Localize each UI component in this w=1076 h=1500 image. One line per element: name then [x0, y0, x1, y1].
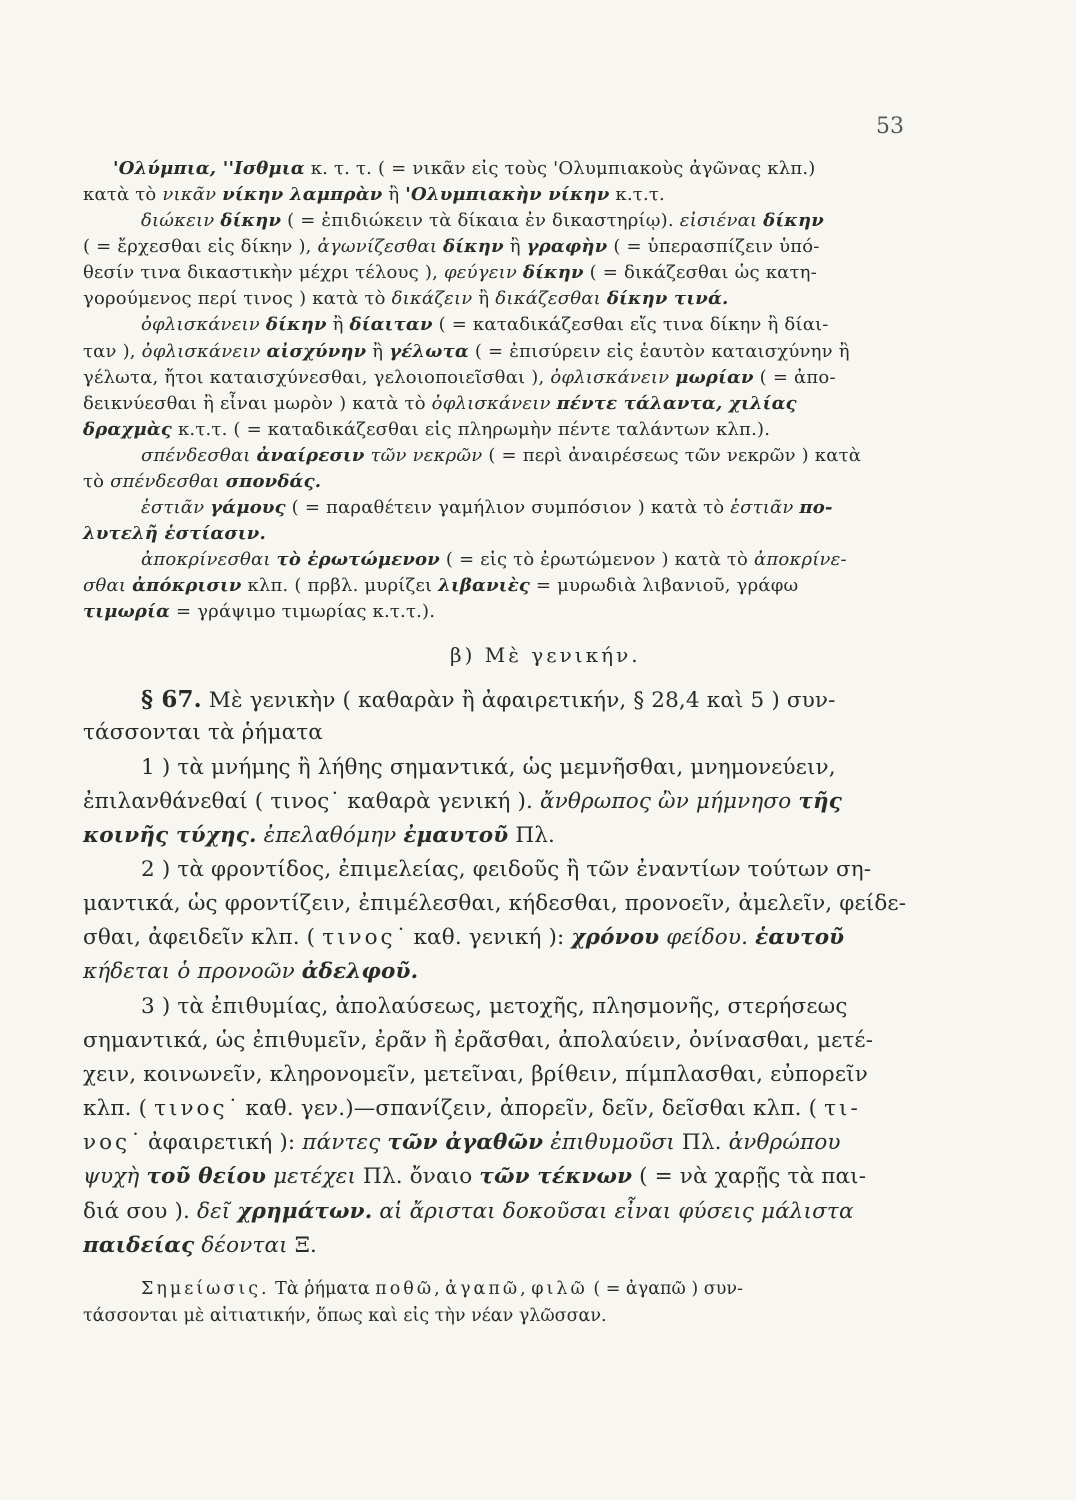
text-segment: ( = νὰ χαρῇς τὰ παι-: [632, 1164, 867, 1189]
text-segment: γέλωτα: [389, 341, 469, 362]
text-segment: τοῦ θείου: [146, 1164, 267, 1189]
text-line: [83, 421, 1076, 439]
text-line: [83, 525, 1076, 543]
text-segment: [295, 959, 302, 984]
text-segment: δίκην: [265, 314, 327, 335]
text-segment: ὀφλισκάνειν: [431, 393, 551, 414]
text-line: [83, 1201, 1076, 1223]
text-line: [141, 212, 1076, 230]
text-segment: κ. τ. τ. ( = νικᾶν εἰς τοὺς 'Ολυμπιακοὺς ἀγῶνας κλπ.): [304, 158, 816, 179]
text-segment: τῶν ἀγαθῶν: [387, 1130, 544, 1155]
text-segment: μετέχει: [273, 1164, 357, 1189]
text-segment: ὀφλισκάνειν: [141, 314, 260, 335]
text-line: [83, 893, 1076, 915]
text-segment: ( = περὶ ἀναιρέσεως τῶν νεκρῶν ) κατὰ: [482, 445, 862, 466]
text-segment: ἀγαπῶ: [445, 1279, 521, 1299]
text-segment: τῶν τέκνων: [479, 1164, 633, 1189]
text-line: [83, 927, 1076, 949]
text-segment: πάντες: [302, 1130, 381, 1155]
text-segment: ἀποκρίνεσθαι: [141, 549, 271, 570]
text-segment: ( = δικάζεσθαι ὡς κατη-: [583, 262, 817, 283]
text-segment: ἐμαυτοῦ: [403, 823, 509, 848]
text-line: [141, 859, 1076, 881]
text-segment: δίαιταν: [349, 314, 433, 335]
text-segment: σπονδάς.: [225, 471, 322, 492]
text-segment: Πλ.: [674, 1130, 729, 1155]
text-segment: Πλ. ὄναιο: [356, 1164, 480, 1189]
text-segment: θεσίν τινα δικαστικὴν μέχρι τέλους ),: [83, 262, 444, 283]
text-segment: τὸ ἐρωτώμενον: [276, 549, 440, 570]
text-segment: διώκειν: [141, 210, 215, 231]
text-line: [83, 961, 1076, 983]
text-segment: τάσσονται τὰ ῥήματα: [83, 720, 323, 745]
text-segment: δίκην: [522, 262, 584, 283]
text-segment: χειν, κοινωνεῖν, κληρονομεῖν, μετεῖναι, βρίθειν, πίμπλασθαι, εὐπορεῖν: [83, 1062, 868, 1087]
text-line: [83, 825, 1076, 847]
text-line: [83, 1064, 1076, 1086]
text-segment: μαντικά, ὡς φροντίζειν, ἐπιμέλεσθαι, κήδεσθαι, προνοεῖν, ἀμελεῖν, φείδε-: [83, 891, 907, 916]
text-segment: ἢ: [366, 341, 390, 362]
text-line: [83, 1098, 1076, 1120]
text-segment: § 67.: [141, 686, 202, 713]
text-segment: τινος: [154, 1096, 228, 1121]
text-segment: ,: [434, 1279, 446, 1299]
text-segment: ˙ καθ. γεν.)—σπανίζειν, ἀπορεῖν, δεῖν, δεῖσθαι κλπ. (: [227, 1096, 825, 1121]
text-line: [83, 369, 1076, 387]
text-segment: διά σου ).: [83, 1199, 197, 1224]
text-segment: ˙ ἀφαιρετική ):: [130, 1130, 303, 1155]
text-line: [83, 395, 1076, 413]
text-line: [113, 160, 1076, 178]
text-segment: ἐπελαθόμην: [263, 823, 397, 848]
text-segment: ποθῶ: [375, 1279, 435, 1299]
text-segment: κ.τ.τ. ( = καταδικάζεσθαι εἰς πληρωμὴν πέντε ταλάντων κλπ.).: [172, 419, 771, 440]
text-segment: δεῖ: [196, 1199, 231, 1224]
section-heading: [450, 645, 1076, 665]
text-line: [141, 447, 1076, 465]
text-segment: 1 ) τὰ μνήμης ἢ λήθης σημαντικά, ὡς μεμνῆσθαι, μνημονεύειν,: [141, 755, 836, 780]
text-segment: αἱ ἄρισται δοκοῦσαι εἶναι φύσεις μάλιστα: [379, 1199, 854, 1224]
text-segment: ἀδελφοῦ.: [301, 959, 419, 984]
text-segment: ὀφλισκάνειν: [141, 341, 261, 362]
text-segment: γραφὴν: [526, 236, 608, 257]
text-segment: χρημάτων.: [237, 1199, 373, 1224]
text-segment: ( = ἀγαπῶ ) συν-: [587, 1279, 743, 1299]
text-segment: 2 ) τὰ φροντίδος, ἐπιμελείας, φειδοῦς ἢ τῶν ἐναντίων τούτων ση-: [141, 857, 872, 882]
text-segment: νίκην λαμπρὰν: [222, 184, 383, 205]
text-segment: τιμωρία: [83, 601, 171, 622]
text-segment: ἄνθρωπος ὢν μήμνησο: [540, 789, 792, 814]
text-segment: δέονται: [201, 1233, 288, 1258]
text-segment: κήδεται ὁ προνοῶν: [83, 959, 295, 984]
text-line: [83, 264, 1076, 282]
text-segment: εἰσιέναι: [679, 210, 758, 231]
text-segment: ἢ: [503, 236, 527, 257]
text-segment: 'Ολύμπια, ''Ισθμια: [113, 158, 305, 179]
text-segment: ( = ἔρχεσθαι εἰς δίκην ),: [83, 236, 318, 257]
text-segment: ἢ: [326, 314, 350, 335]
text-segment: δικάζειν: [391, 288, 473, 309]
text-segment: δίκην τινά.: [606, 288, 729, 309]
text-line: [141, 757, 1076, 779]
text-line: [83, 791, 1076, 813]
text-segment: Πλ.: [508, 823, 556, 848]
note-line: [141, 1281, 1076, 1299]
text-segment: [266, 1164, 273, 1189]
text-line: [83, 1166, 1076, 1188]
text-segment: = γράψιμο τιμωρίας κ.τ.τ.).: [170, 601, 436, 622]
text-segment: = μυρωδιὰ λιβανιοῦ, γράφω: [530, 575, 799, 596]
text-segment: τινος: [322, 925, 396, 950]
text-segment: ( = ὑπερασπίζειν ὑπό-: [607, 236, 820, 257]
text-line: [141, 688, 1076, 712]
text-segment: δίκην: [763, 210, 824, 231]
text-segment: ( = καταδικάζεσθαι εἴς τινα δίκην ἢ δίαι-: [432, 314, 829, 335]
text-line: [83, 343, 1076, 361]
text-segment: Τὰ ῥήματα: [269, 1279, 376, 1299]
text-segment: αἰσχύνην: [266, 341, 367, 362]
text-segment: κατὰ τὸ: [83, 184, 163, 205]
text-line: [83, 722, 1076, 744]
text-line: [83, 603, 1076, 621]
text-segment: λιβανιὲς: [438, 575, 530, 596]
text-segment: χρόνου: [571, 925, 660, 950]
text-segment: φεύγειν: [443, 262, 517, 283]
text-segment: Μὲ γενικὴν ( καθαρὰν ἢ ἀφαιρετικήν, § 28,4 καὶ 5 ) συν-: [201, 688, 836, 713]
text-segment: γάμους: [210, 497, 286, 518]
text-segment: τι-: [824, 1096, 861, 1121]
text-line: [141, 996, 1076, 1018]
text-segment: σθαι: [83, 575, 127, 596]
note-line: [83, 1308, 1076, 1326]
text-segment: ἀγωνίζεσθαι: [317, 236, 438, 257]
text-segment: σπένδεσθαι: [110, 471, 220, 492]
text-line: [141, 316, 1076, 334]
text-segment: ( = ἐπισύρειν εἰς ἑαυτὸν καταισχύνην ἢ: [468, 341, 850, 362]
text-segment: τὸ: [83, 471, 111, 492]
text-segment: 'Ολυμπιακὴν νίκην: [405, 184, 610, 205]
text-segment: σθαι, ἀφειδεῖν κλπ. (: [83, 925, 323, 950]
text-segment: φείδου.: [666, 925, 749, 950]
text-segment: κ.τ.τ.: [609, 184, 665, 205]
text-segment: νικᾶν: [162, 184, 217, 205]
text-segment: ἐπιλανθάνεθαί ( τινος˙ καθαρὰ γενική ).: [83, 789, 541, 814]
text-segment: ˙ καθ. γενική ):: [395, 925, 572, 950]
text-segment: ( = ἀπο-: [753, 367, 836, 388]
text-segment: κοινῆς τύχης.: [83, 823, 257, 848]
text-segment: ,: [520, 1279, 532, 1299]
text-line: [83, 1132, 1076, 1154]
text-segment: κλπ. (: [83, 1096, 155, 1121]
text-segment: γέλωτα, ἤτοι καταισχύνεσθαι, γελοιοποιεῖσθαι ),: [83, 367, 551, 388]
text-segment: φιλῶ: [531, 1279, 588, 1299]
text-segment: ( = ἐπιδιώκειν τὰ δίκαια ἐν δικαστηρίῳ).: [281, 210, 680, 231]
text-segment: κλπ. ( πρβλ. μυρίζει: [241, 575, 439, 596]
text-segment: ἑστιᾶν: [141, 497, 205, 518]
text-line: [83, 290, 1076, 308]
text-segment: ἢ: [472, 288, 496, 309]
text-segment: ἢ: [382, 184, 406, 205]
text-segment: τάσσονται μὲ αἰτιατικήν, ὅπως καὶ εἰς τὴν νέαν γλῶσσαν.: [83, 1306, 607, 1326]
text-segment: σπένδεσθαι: [141, 445, 251, 466]
page-number: 53: [876, 114, 904, 139]
text-line: [83, 238, 1076, 256]
text-segment: τῆς: [798, 789, 842, 814]
text-segment: ἑστιᾶν: [730, 497, 794, 518]
text-segment: 3 ) τὰ ἐπιθυμίας, ἀπολαύσεως, μετοχῆς, πλησμονῆς, στερήσεως: [141, 994, 848, 1019]
text-segment: δραχμὰς: [83, 419, 173, 440]
text-segment: ἀπόκρισιν: [132, 575, 242, 596]
text-segment: Σημείωσις.: [141, 1279, 270, 1299]
text-segment: ἀναίρεσιν: [256, 445, 365, 466]
text-line: [83, 473, 1076, 491]
text-segment: δικάζεσθαι: [495, 288, 601, 309]
text-segment: παιδείας: [83, 1233, 195, 1258]
text-segment: δίκην: [443, 236, 504, 257]
text-line: [141, 551, 1076, 569]
text-segment: ( = εἰς τὸ ἐρωτώμενον ) κατὰ τὸ: [439, 549, 755, 570]
text-segment: Ξ.: [287, 1233, 317, 1258]
text-segment: πέντε τάλαντα, χιλίας: [556, 393, 797, 414]
text-segment: τῶν νεκρῶν: [370, 445, 483, 466]
text-segment: δίκην: [220, 210, 282, 231]
text-segment: δεικνύεσθαι ἢ εἶναι μωρὸν ) κατὰ τὸ: [83, 393, 432, 414]
text-segment: σημαντικά, ὡς ἐπιθυμεῖν, ἐρᾶν ἢ ἐρᾶσθαι, ἀπολαύειν, ὀνίνασθαι, μετέ-: [83, 1028, 874, 1053]
text-line: [83, 186, 1076, 204]
text-segment: ( = παραθέτειν γαμήλιον συμπόσιον ) κατὰ τὸ: [285, 497, 731, 518]
text-segment: ὀφλισκάνειν: [550, 367, 670, 388]
text-segment: γορούμενος περί τινος ) κατὰ τὸ: [83, 288, 392, 309]
text-segment: ἀνθρώπου: [728, 1130, 841, 1155]
text-segment: νος: [83, 1130, 131, 1155]
text-segment: πο-: [799, 497, 833, 518]
text-segment: ἑαυτοῦ: [755, 925, 845, 950]
text-segment: ψυχὴ: [83, 1164, 140, 1189]
text-segment: ταν ),: [83, 341, 142, 362]
text-line: [83, 1030, 1076, 1052]
text-segment: λυτελῆ ἑστίασιν.: [83, 523, 266, 544]
text-segment: ἐπιθυμοῦσι: [550, 1130, 675, 1155]
text-segment: [257, 823, 264, 848]
text-segment: β) Μὲ γενικήν.: [450, 643, 641, 667]
text-segment: μωρίαν: [675, 367, 754, 388]
text-line: [83, 1235, 1076, 1257]
text-line: [83, 577, 1076, 595]
text-segment: ἀποκρίνε-: [754, 549, 847, 570]
text-line: [141, 499, 1076, 517]
